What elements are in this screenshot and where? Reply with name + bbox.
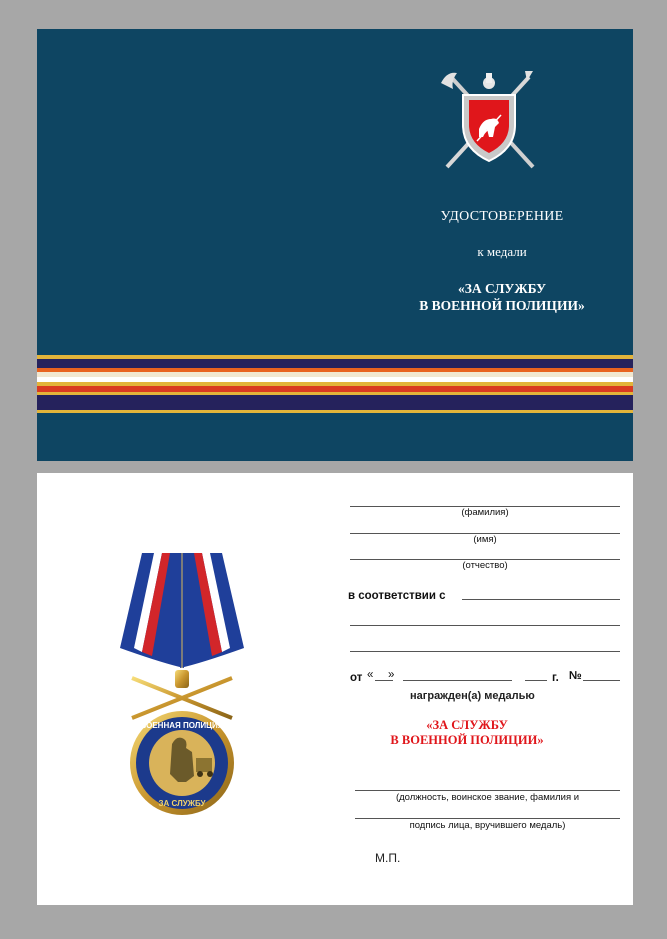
- signer-caption-1: (должность, воинское звание, фамилия и: [395, 792, 580, 803]
- quote-open: «: [367, 669, 374, 681]
- medal-title: [367, 718, 567, 748]
- medal-arc-bottom-text: ЗА СЛУЖБУ: [158, 799, 206, 808]
- certificate-cover: [37, 29, 633, 461]
- accordance-line-2[interactable]: [350, 625, 620, 626]
- stamp-label: М.П.: [375, 851, 401, 865]
- military-police-emblem-icon: [437, 67, 541, 173]
- signature-line[interactable]: [355, 818, 620, 819]
- from-label: от: [350, 672, 363, 684]
- medal-arc-top-text: ВОЕННАЯ ПОЛИЦИЯ: [140, 721, 224, 730]
- year-label: г.: [552, 672, 559, 684]
- accordance-line[interactable]: [462, 599, 620, 600]
- awarded-text: награжден(а) медалью: [410, 690, 535, 702]
- cover-medal-name-line1: «ЗА СЛУЖБУ: [457, 281, 547, 296]
- number-label: №: [569, 670, 582, 682]
- ribbon-stripes: [37, 355, 633, 415]
- medal-title-line1: «ЗА СЛУЖБУ: [426, 718, 508, 732]
- name-caption: (имя): [473, 534, 497, 545]
- quote-close: »: [388, 669, 395, 681]
- signer-caption-2: подпись лица, вручившего медаль): [409, 820, 566, 831]
- number-line[interactable]: [583, 680, 620, 681]
- cover-medal-name: [387, 280, 617, 314]
- month-line[interactable]: [403, 680, 512, 681]
- year-line[interactable]: [525, 680, 547, 681]
- accordance-line-3[interactable]: [350, 651, 620, 652]
- cover-medal-name-line2: В ВОЕННОЙ ПОЛИЦИИ»: [419, 298, 585, 313]
- accordance-label: в соответствии с: [348, 590, 446, 602]
- medal-image: [112, 548, 252, 838]
- certificate-inner-page: [37, 473, 633, 905]
- surname-caption: (фамилия): [461, 507, 509, 518]
- cover-title: УДОСТОВЕРЕНИЕ: [440, 209, 564, 224]
- signer-line[interactable]: [355, 790, 620, 791]
- cover-subtitle: к медали: [477, 244, 527, 259]
- medal-title-line2: В ВОЕННОЙ ПОЛИЦИИ»: [390, 733, 544, 747]
- patronymic-caption: (отчество): [462, 560, 508, 571]
